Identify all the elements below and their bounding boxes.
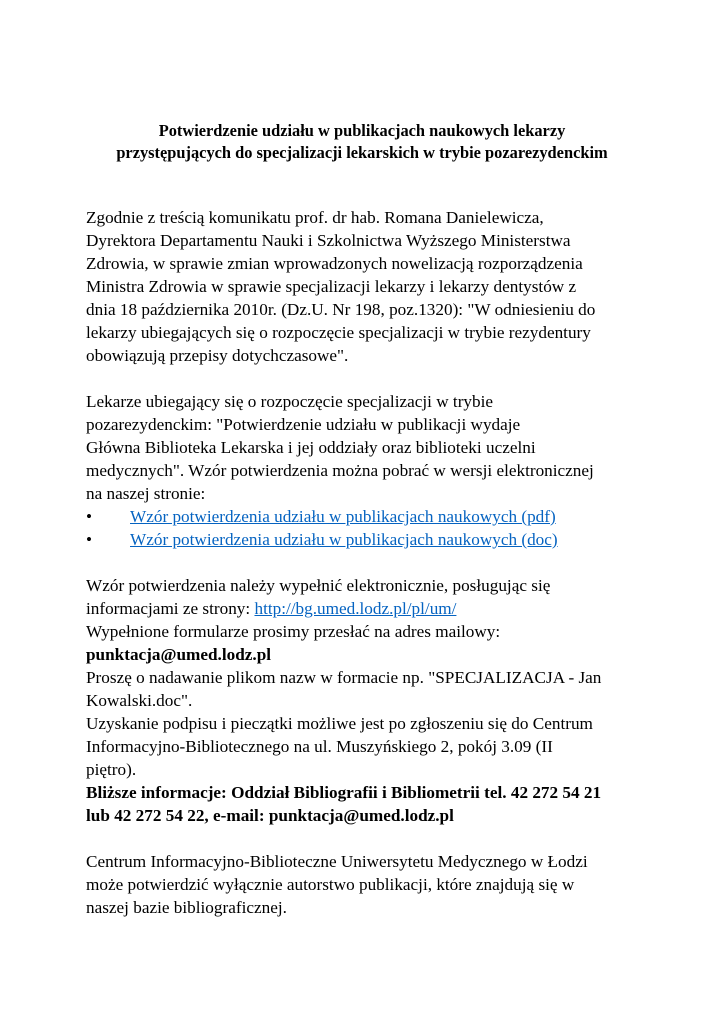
paragraph-spacer bbox=[86, 827, 656, 850]
list-item-doc bbox=[86, 528, 656, 551]
text-line: piętro). bbox=[86, 760, 137, 779]
title-line-2: przystępujących do specjalizacji lekarskich w trybie pozarezydenckim bbox=[116, 143, 608, 162]
title-line-1: Potwierdzenie udziału w publikacjach naukowych lekarzy bbox=[158, 121, 566, 140]
document-title bbox=[60, 120, 664, 164]
contact-info-bold: lub 42 272 54 22, e-mail: punktacja@umed.lodz.pl bbox=[86, 806, 454, 825]
text-line: może potwierdzić wyłącznie autorstwo publikacji, które znajdują się w bbox=[86, 875, 575, 894]
text-fragment: informacjami ze strony: bbox=[86, 599, 255, 618]
list-item-pdf bbox=[86, 505, 656, 528]
text-line: Kowalski.doc". bbox=[86, 691, 193, 710]
contact-info-bold: Bliższe informacje: Oddział Bibliografii i Bibliometrii tel. 42 272 54 21 bbox=[86, 783, 602, 802]
text-line: Ministra Zdrowia w sprawie specjalizacji lekarzy i lekarzy dentystów z bbox=[86, 277, 577, 296]
download-links-list bbox=[86, 505, 656, 551]
paragraph-spacer bbox=[86, 367, 656, 390]
document-body bbox=[86, 206, 656, 919]
text-line: Centrum Informacyjno-Biblioteczne Uniwersytetu Medycznego w Łodzi bbox=[86, 852, 588, 871]
text-line: medycznych". Wzór potwierdzenia można pobrać w wersji elektronicznej bbox=[86, 461, 594, 480]
text-line: lekarzy ubiegających się o rozpoczęcie specjalizacji w trybie rezydentury bbox=[86, 323, 591, 342]
text-line: Informacyjno-Bibliotecznego na ul. Muszyńskiego 2, pokój 3.09 (II bbox=[86, 737, 553, 756]
text-line: Zgodnie z treścią komunikatu prof. dr hab. Romana Danielewicza, bbox=[86, 208, 544, 227]
text-line: Dyrektora Departamentu Nauki i Szkolnictwa Wyższego Ministerstwa bbox=[86, 231, 571, 250]
paragraph-announcement bbox=[86, 206, 656, 367]
bullet-icon: • bbox=[86, 507, 93, 526]
text-line: Zdrowia, w sprawie zmian wprowadzonych nowelizacją rozporządzenia bbox=[86, 254, 583, 273]
paragraph-authorship-note bbox=[86, 850, 656, 919]
bullet-icon: • bbox=[86, 530, 93, 549]
paragraph-instructions bbox=[86, 574, 656, 827]
text-line: Proszę o nadawanie plikom nazw w formacie np. "SPECJALIZACJA - Jan bbox=[86, 668, 602, 687]
text-line: Wypełnione formularze prosimy przesłać na adres mailowy: bbox=[86, 622, 501, 641]
text-line: na naszej stronie: bbox=[86, 484, 206, 503]
link-library-website[interactable]: http://bg.umed.lodz.pl/pl/um/ bbox=[254, 599, 457, 618]
paragraph-non-residency bbox=[86, 390, 656, 505]
contact-email: punktacja@umed.lodz.pl bbox=[86, 645, 272, 664]
text-line-with-link bbox=[86, 597, 656, 620]
text-line: dnia 18 października 2010r. (Dz.U. Nr 198, poz.1320): "W odniesieniu do bbox=[86, 300, 596, 319]
text-line: obowiązują przepisy dotychczasowe". bbox=[86, 346, 349, 365]
text-line: Wzór potwierdzenia należy wypełnić elektronicznie, posługując się bbox=[86, 576, 551, 595]
text-line: Lekarze ubiegający się o rozpoczęcie specjalizacji w trybie bbox=[86, 392, 494, 411]
text-line: Główna Biblioteka Lekarska i jej oddziały oraz biblioteki uczelni bbox=[86, 438, 536, 457]
link-form-doc[interactable]: Wzór potwierdzenia udziału w publikacjach naukowych (doc) bbox=[130, 530, 558, 549]
paragraph-spacer bbox=[86, 551, 656, 574]
link-form-pdf[interactable]: Wzór potwierdzenia udziału w publikacjach naukowych (pdf) bbox=[130, 507, 556, 526]
text-line: pozarezydenckim: "Potwierdzenie udziału w publikacji wydaje bbox=[86, 415, 521, 434]
text-line: Uzyskanie podpisu i pieczątki możliwe jest po zgłoszeniu się do Centrum bbox=[86, 714, 593, 733]
text-line: naszej bazie bibliograficznej. bbox=[86, 898, 287, 917]
